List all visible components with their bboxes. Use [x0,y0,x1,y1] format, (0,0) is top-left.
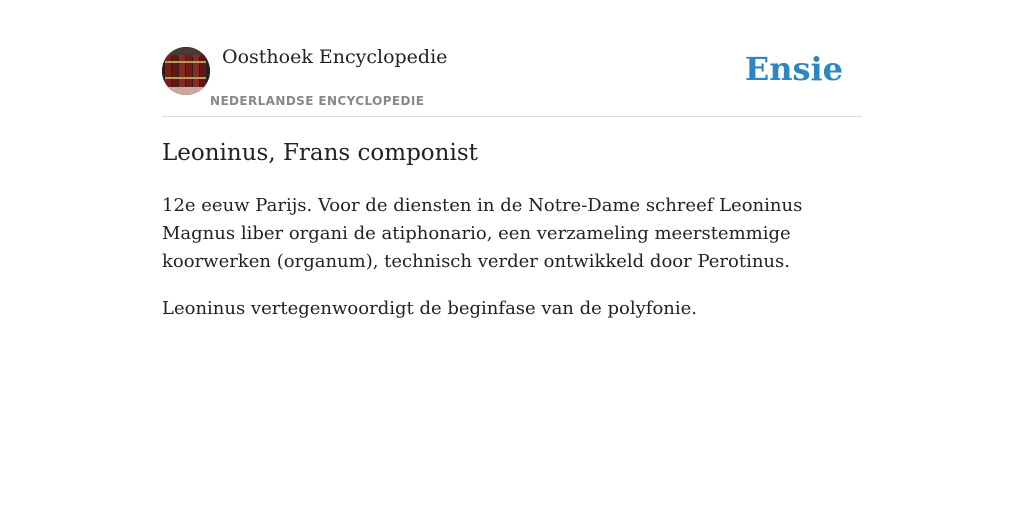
page-container [162,0,862,319]
site-header [162,0,862,117]
site-title[interactable]: Oosthoek Encyclopedie [222,46,448,68]
brand-logo-link[interactable]: Ensie [744,50,843,88]
encyclopedia-books-icon[interactable] [162,47,210,95]
site-subtitle: NEDERLANDSE ENCYCLOPEDIE [210,94,425,108]
article-paragraph: Leoninus vertegenwoordigt de beginfase van de polyfonie. [162,298,698,319]
article-paragraph: 12e eeuw Parijs. Voor de diensten in de Notre-Dame schreef Leoninus Magnus liber organi de atiphonario, een verzameling meerstemmige koorwerken (organum), technisch verder ontwikkeld door Perotinus. [162,195,803,272]
article-title: Leoninus, Frans componist [162,140,478,166]
